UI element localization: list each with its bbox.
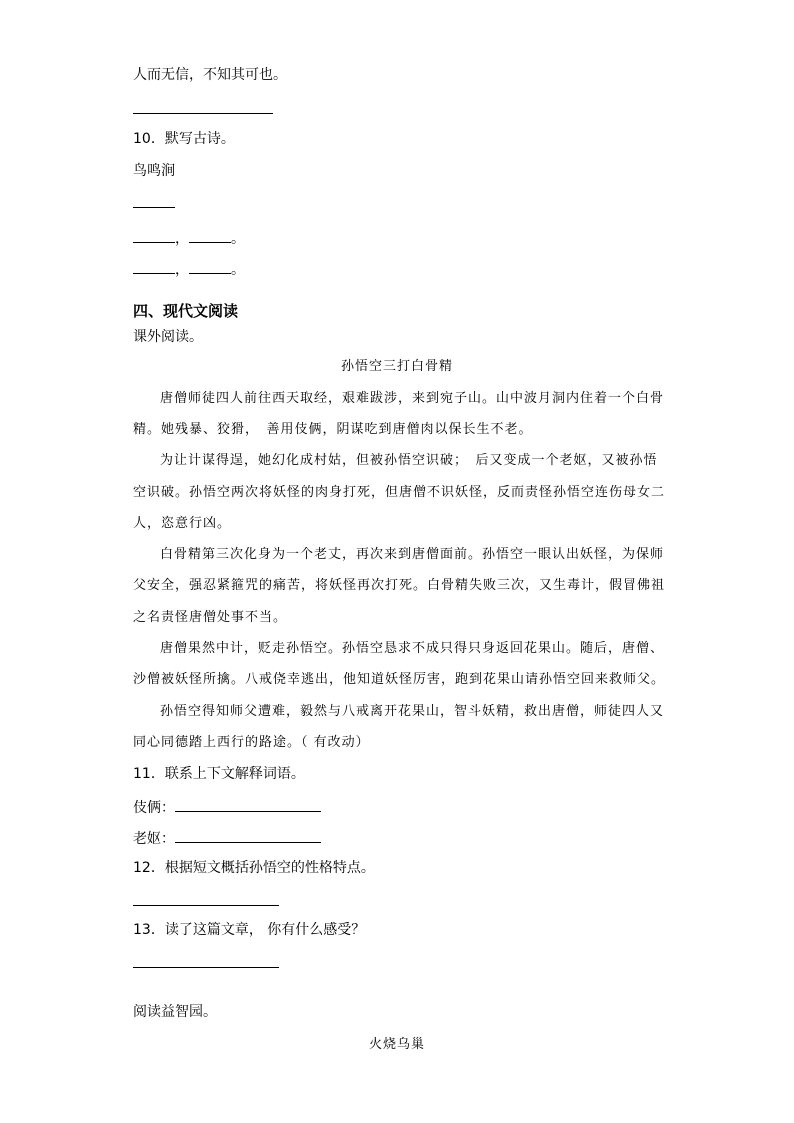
q11-blank-1[interactable] bbox=[175, 797, 321, 812]
q11-word-1: 伎俩： bbox=[133, 800, 175, 816]
q12-answer-line[interactable] bbox=[133, 905, 279, 906]
story-line: 唐僧果然中计，贬走孙悟空。孙悟空恳求不成只得只身返回花果山。随后，唐僧、 bbox=[160, 641, 665, 656]
next-section-intro: 阅读益智园。 bbox=[133, 1004, 217, 1020]
poem-blank-4[interactable] bbox=[189, 259, 231, 274]
q13-answer-line[interactable] bbox=[133, 967, 279, 968]
poem-blank-2[interactable] bbox=[189, 228, 231, 243]
story-line: 沙僧被妖怪所擒。八戒侥幸逃出，他知道妖怪厉害，跑到花果山请孙悟空回来救师父。 bbox=[133, 672, 666, 687]
story-line: 唐僧师徒四人前往西天取经，艰难跋涉，来到宛子山。山中波月洞内住着一个白骨 bbox=[160, 391, 665, 406]
q11-blank-2[interactable] bbox=[175, 828, 321, 843]
q11-item-2 bbox=[133, 828, 321, 848]
poem-line-1 bbox=[133, 228, 245, 248]
story-title: 孙悟空三打白骨精 bbox=[340, 359, 453, 374]
section-heading: 四、现代文阅读 bbox=[133, 302, 239, 320]
story-line: 白骨精第三次化身为一个老丈，再次来到唐僧面前。孙悟空一眼认出妖怪，为保师 bbox=[160, 547, 665, 562]
q9-answer-line[interactable] bbox=[133, 113, 273, 114]
story-line: 精。她残暴、狡猾， 善用伎俩，阴谋吃到唐僧肉以保长生不老。 bbox=[133, 422, 533, 437]
story-line: 人，恣意行凶。 bbox=[133, 516, 232, 531]
story-line: 孙悟空得知师父遭难，毅然与八戒离开花果山，智斗妖精，救出唐僧，师徒四人又 bbox=[160, 704, 665, 719]
section-intro: 课外阅读。 bbox=[133, 329, 203, 345]
q11-item-1 bbox=[133, 797, 321, 817]
q9-text: 人而无信，不知其可也。 bbox=[133, 67, 287, 83]
story-line: 空识破。孙悟空两次将妖怪的肉身打死，但唐僧不识妖怪，反而责怪孙悟空连伤母女二 bbox=[133, 485, 666, 500]
q11-label: 11．联系上下文解释词语。 bbox=[133, 766, 305, 782]
story-line: 为让计谋得逞，她幻化成村姑，但被孙悟空识破； 后又变成一个老妪，又被孙悟 bbox=[160, 453, 658, 468]
poem-author-blank[interactable] bbox=[133, 207, 175, 208]
q12-label: 12．根据短文概括孙悟空的性格特点。 bbox=[133, 860, 375, 876]
q13-label: 13．读了这篇文章， 你有什么感受？ bbox=[133, 922, 366, 938]
q10-label: 10．默写古诗。 bbox=[133, 131, 235, 147]
story-line: 之名责怪唐僧处事不当。 bbox=[133, 610, 288, 625]
q11-word-2: 老妪： bbox=[133, 831, 175, 847]
poem-line-2 bbox=[133, 259, 245, 279]
next-story-title: 火烧乌巢 bbox=[368, 1037, 425, 1052]
story-line: 父安全，强忍紧箍咒的痛苦，将妖怪再次打死。白骨精失败三次，又生毒计，假冒佛祖 bbox=[133, 578, 666, 593]
story-line: 同心同德踏上西行的路途。（ 有改动） bbox=[133, 735, 370, 750]
poem-end-2: 。 bbox=[231, 262, 245, 278]
poem-end-1: 。 bbox=[231, 231, 245, 247]
poem-blank-3[interactable] bbox=[133, 259, 175, 274]
poem-sep-2: ， bbox=[175, 262, 189, 278]
poem-sep-1: ， bbox=[175, 231, 189, 247]
poem-title: 鸟鸣涧 bbox=[133, 163, 175, 179]
poem-blank-1[interactable] bbox=[133, 228, 175, 243]
